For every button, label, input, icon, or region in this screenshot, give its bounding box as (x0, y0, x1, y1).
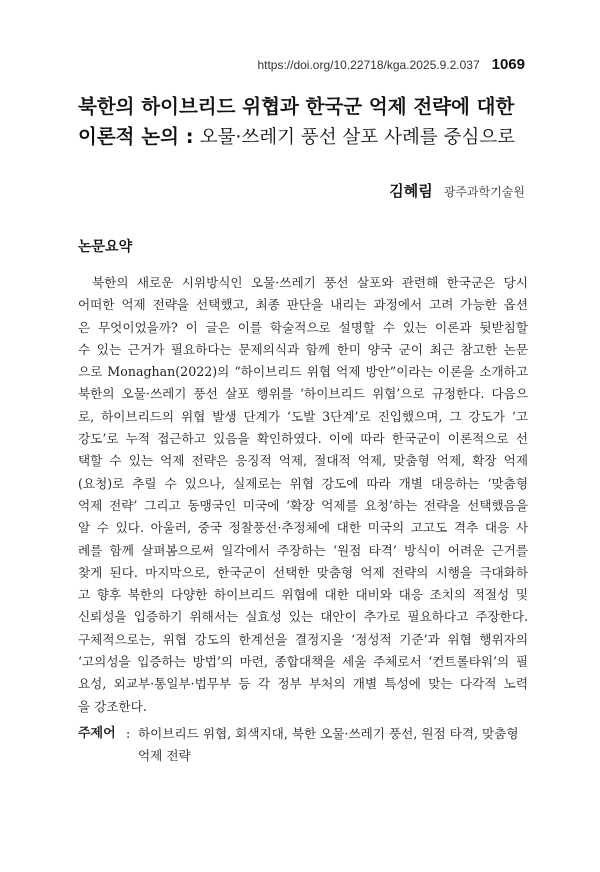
keywords-colon: : (126, 726, 131, 741)
abstract-line: 수 있는 근거가 필요하다는 문제의식과 함께 한미 양국 군이 최근 참고한 논문 (78, 341, 528, 357)
title-main: 이론적 논의 : (78, 125, 194, 148)
page-header (257, 56, 525, 73)
abstract-body (78, 272, 528, 718)
author-name: 김혜림 (389, 182, 433, 200)
abstract-line: 구체적으로는, 위협 강도의 한계선을 결정지을 ‘정성적 기준’과 위협 행위자의 (78, 631, 528, 647)
abstract-line: 어떠한 억제 전략을 선택했고, 최종 판단을 내리는 과정에서 고려 가능한 옵션 (78, 297, 528, 313)
abstract-line: 로, 하이브리드의 위협 발생 단계가 ‘도발 3단계’로 진입했으며, 그 강도가 ‘고 (78, 408, 528, 424)
abstract-line: 택할 수 있는 억제 전략은 응징적 억제, 절대적 억제, 맞춤형 억제, 확장 억제 (78, 453, 528, 469)
abstract-line: 알 수 있다. 아울러, 중국 정찰풍선·추정체에 대한 미국의 고고도 격추 대응 사 (78, 520, 528, 536)
abstract-line: 강도’로 누적 접근하고 있음을 확인하였다. 이에 따라 한국군이 이론적으로 선 (78, 431, 528, 447)
page-number: 1069 (491, 56, 525, 73)
abstract-line: 은 무엇이었을까? 이 글은 이를 학술적으로 설명할 수 있는 이론과 뒷받침할 (78, 319, 528, 335)
abstract-line: 을 강조한다. (78, 698, 147, 714)
keywords-block (78, 723, 528, 767)
keywords-line-2: 억제 전략 (138, 748, 191, 763)
title-line-2 (78, 122, 538, 153)
author-affiliation: 광주과학기술원 (443, 185, 525, 199)
abstract-line: (요청)로 추릴 수 있으나, 실제로는 위협 강도에 따라 개별 대응하는 ‘맞춤형 (78, 475, 528, 491)
abstract-line: 신뢰성을 입증하기 위해서는 실효성 있는 대안이 추가로 필요하다고 주장한다. (78, 609, 528, 625)
keywords-label: 주제어 (78, 726, 116, 741)
abstract-line: 례를 함께 살펴봄으로써 일각에서 주장하는 ‘원점 타격’ 방식이 어려운 근거를 (78, 542, 528, 558)
keywords-line-1: 하이브리드 위협, 회색지대, 북한 오물·쓰레기 풍선, 원점 타격, 맞춤형 (138, 726, 519, 741)
paper-title (78, 92, 538, 153)
author-block (389, 180, 525, 201)
abstract-line: ‘고의성을 입증하는 방법’의 마련, 종합대책을 세울 주체로서 ‘컨트롤타워’의 필 (78, 654, 528, 670)
abstract-heading: 논문요약 (78, 239, 133, 255)
abstract-line: 북한의 오물·쓰레기 풍선 살포 행위를 ‘하이브리드 위협’으로 규정한다. 다음으 (78, 386, 528, 402)
keywords-list (138, 723, 528, 767)
abstract-line: 으로 Monaghan(2022)의 “하이브리드 위협 억제 방안”이라는 이론을 소개하고 (78, 364, 528, 380)
abstract-line: 찾게 된다. 마지막으로, 한국군이 선택한 맞춤형 억제 전략의 시행을 극대화하 (78, 564, 528, 580)
title-line-1: 북한의 하이브리드 위협과 한국군 억제 전략에 대한 (78, 95, 515, 118)
abstract-line: 억제 전략’ 그리고 동맹국인 미국에 ‘확장 억제를 요청’하는 전략을 선택했음을 (78, 497, 528, 513)
abstract-line: 북한의 새로운 시위방식인 오물·쓰레기 풍선 살포와 관련해 한국군은 당시 (92, 275, 528, 290)
doi-link[interactable]: https://doi.org/10.22718/kga.2025.9.2.037 (257, 58, 480, 72)
abstract-line: 요성, 외교부·통일부·법무부 등 각 정부 부처의 개별 특성에 맞는 다각적 노력 (78, 676, 528, 692)
title-subtitle: 오물·쓰레기 풍선 살포 사례를 중심으로 (199, 127, 516, 148)
abstract-line: 고 향후 북한의 다양한 하이브리드 위협에 대한 대비와 대응 조치의 적절성 및 (78, 587, 528, 603)
